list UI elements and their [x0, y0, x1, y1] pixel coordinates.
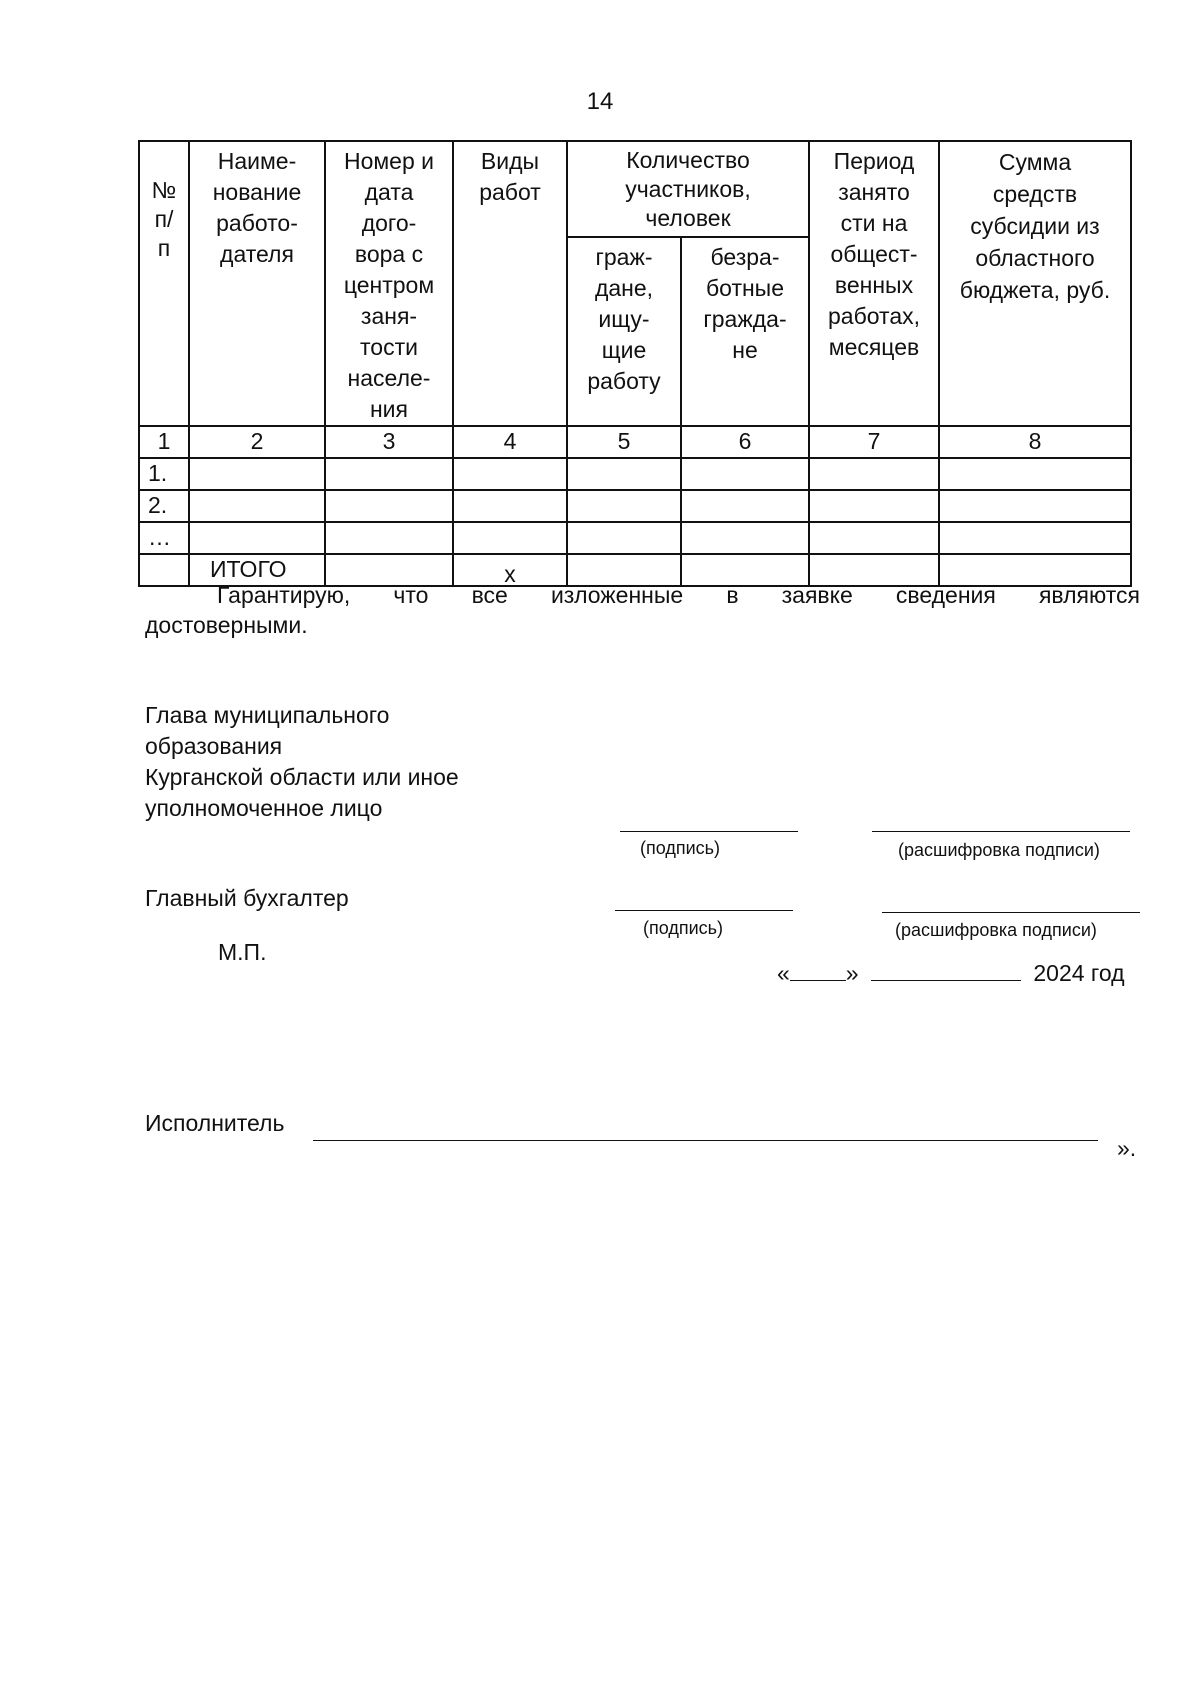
guarantee-word: являются [1038, 582, 1140, 608]
guarantee-word: все [471, 582, 508, 608]
table-cell[interactable] [325, 458, 453, 490]
table-cell[interactable] [681, 522, 809, 554]
column-number: 8 [939, 426, 1131, 458]
column-number: 1 [139, 426, 189, 458]
accountant-label: Главный бухгалтер [145, 885, 349, 911]
table-cell[interactable] [189, 458, 325, 490]
executor-line[interactable] [313, 1140, 1098, 1141]
table-cell[interactable] [939, 458, 1131, 490]
total-works-mark: х [453, 554, 567, 586]
table-cell[interactable] [189, 490, 325, 522]
table-cell[interactable] [189, 522, 325, 554]
accountant-signature-caption: (подпись) [643, 918, 724, 938]
table-cell[interactable] [939, 490, 1131, 522]
table-cell[interactable] [809, 490, 939, 522]
table-row [139, 490, 1131, 522]
column-number: 2 [189, 426, 325, 458]
accountant-signature-line[interactable] [615, 910, 793, 911]
head-title-line: Курганской области или иное [145, 764, 459, 790]
table-cell[interactable] [453, 490, 567, 522]
head-signature-line[interactable] [620, 831, 798, 832]
date-line [777, 960, 1125, 987]
table-cell[interactable] [453, 458, 567, 490]
table-cell[interactable] [325, 490, 453, 522]
guarantee-line-2: достоверными. [145, 612, 308, 638]
table-cell[interactable] [681, 458, 809, 490]
head-title [145, 700, 459, 824]
head-title-line: уполномоченное лицо [145, 795, 383, 821]
head-decoding-line[interactable] [872, 831, 1130, 832]
table-cell[interactable] [809, 522, 939, 554]
head-signature-caption: (подпись) [640, 838, 721, 858]
header-work-types: Виды работ [453, 141, 567, 426]
header-unemployed: безра- ботные гражда- не [681, 237, 809, 426]
date-open-quote: « [777, 960, 790, 986]
column-number: 3 [325, 426, 453, 458]
header-contract: Номер и дата дого- вора с центром заня- тости населе- ния [325, 141, 453, 426]
table-cell[interactable] [681, 490, 809, 522]
table-cell[interactable] [567, 522, 681, 554]
header-number: № п/ п [139, 141, 189, 426]
guarantee-statement [145, 580, 1140, 640]
stamp-label: М.П. [218, 939, 267, 965]
date-close-quote: » [845, 960, 859, 986]
header-period: Период занято сти на общест- венных работах, месяцев [809, 141, 939, 426]
date-day-blank[interactable] [790, 980, 846, 981]
guarantee-word: в [726, 582, 739, 608]
guarantee-word: изложенные [550, 582, 684, 608]
column-numbers-row [139, 426, 1131, 458]
guarantee-line-1 [145, 580, 1140, 610]
header-row-1 [139, 141, 1131, 237]
guarantee-word: сведения [895, 582, 996, 608]
executor-label: Исполнитель [145, 1110, 285, 1136]
table-cell[interactable] [939, 522, 1131, 554]
column-number: 5 [567, 426, 681, 458]
total-label: ИТОГО [189, 554, 325, 586]
guarantee-word: что [393, 582, 429, 608]
table-row [139, 522, 1131, 554]
header-employer: Наиме- нование работо- дателя [189, 141, 325, 426]
column-number: 4 [453, 426, 567, 458]
row-number: 2. [139, 490, 189, 522]
accountant-decoding-caption: (расшифровка подписи) [895, 920, 1097, 940]
header-participants: Количество участников, человек [567, 141, 809, 237]
row-number: … [139, 522, 189, 554]
table-cell[interactable] [453, 522, 567, 554]
date-month-blank[interactable] [871, 980, 1021, 981]
closing-quote: ». [1117, 1135, 1137, 1161]
header-job-seekers: граж- дане, ищу- щие работу [567, 237, 681, 426]
page-number: 14 [586, 88, 614, 115]
table-cell[interactable] [325, 522, 453, 554]
table-cell[interactable] [567, 490, 681, 522]
accountant-decoding-line[interactable] [882, 912, 1140, 913]
head-decoding-caption: (расшифровка подписи) [898, 840, 1100, 860]
head-title-line: Глава муниципального [145, 702, 390, 728]
column-number: 7 [809, 426, 939, 458]
row-number: 1. [139, 458, 189, 490]
date-year: 2024 год [1033, 960, 1125, 986]
guarantee-word: Гарантирую, [217, 582, 351, 608]
header-subsidy-sum: Сумма средств субсидии из областного бюджета, руб. [939, 141, 1131, 426]
subsidy-table [138, 140, 1132, 587]
table-row [139, 458, 1131, 490]
column-number: 6 [681, 426, 809, 458]
table-cell[interactable] [809, 458, 939, 490]
guarantee-word: заявке [781, 582, 853, 608]
table-cell[interactable] [567, 458, 681, 490]
head-title-line: образования [145, 733, 283, 759]
